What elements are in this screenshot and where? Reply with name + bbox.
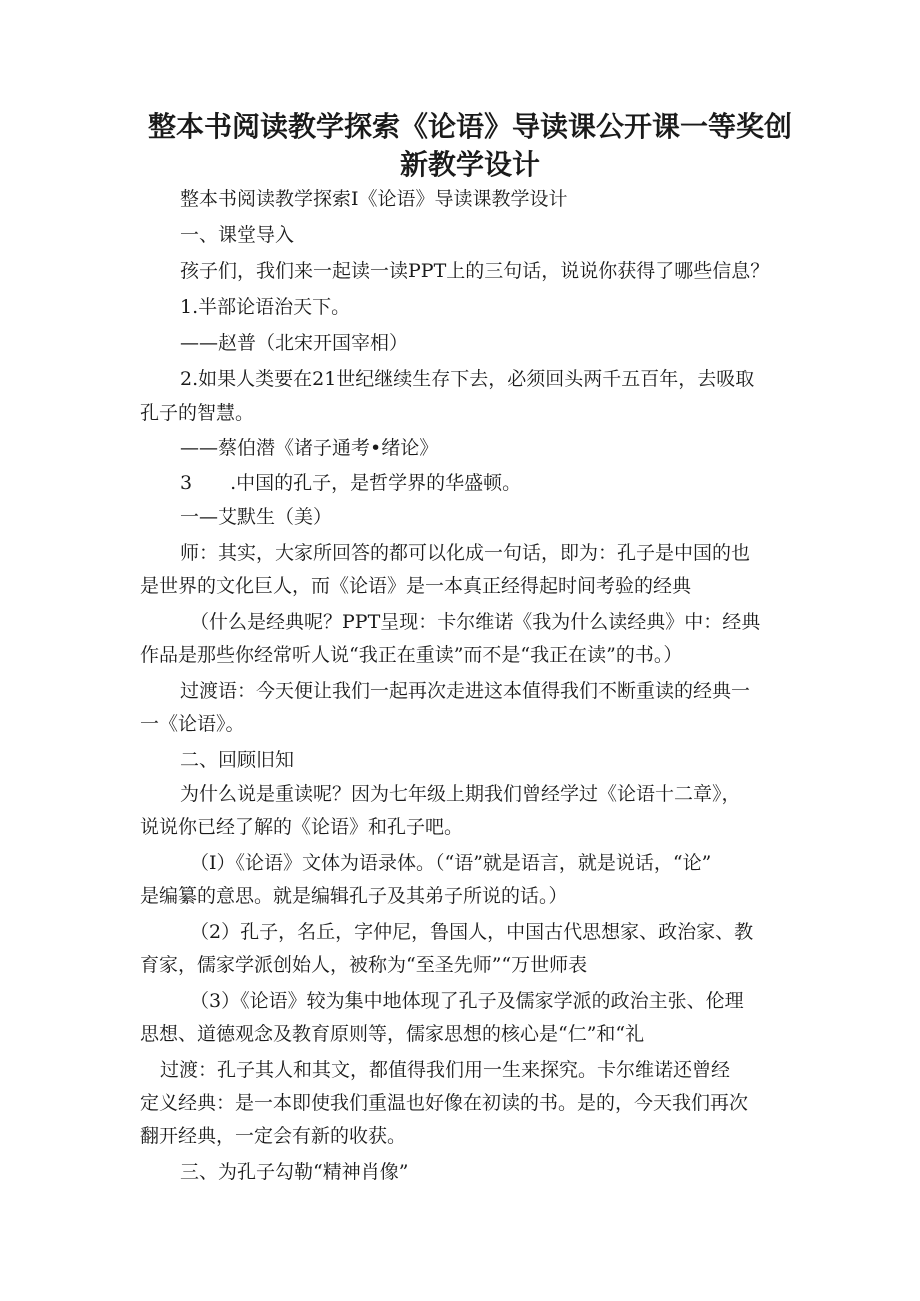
section-heading-intro: 一、课堂导入: [180, 224, 295, 246]
paragraph-line: 过渡：孔子其人和其文，都值得我们用一生来探究。卡尔维诺还曾经: [160, 1059, 731, 1081]
quote-attribution: ——赵普（北宋开国宰相）: [180, 332, 409, 354]
list-item-line: （I）《论语》文体为语录体。（“语”就是语言，就是说话，“论”: [190, 852, 712, 874]
subtitle-line: 整本书阅读教学探索I《论语》导读课教学设计: [180, 188, 568, 210]
paragraph-line: 过渡语：今天便让我们一起再次走进这本值得我们不断重读的经典一: [180, 680, 751, 702]
list-item-line: 育家，儒家学派创始人，被称为“至圣先师”“万世师表: [140, 954, 588, 976]
paragraph-line: 一《论语》。: [140, 713, 245, 735]
paragraph-line: 翻开经典，一定会有新的收获。: [140, 1125, 407, 1147]
document-title: 整本书阅读教学探索《论语》导读课公开课一等奖创新教学设计: [147, 110, 792, 181]
quote-line: 孔子的智慧。: [140, 402, 255, 424]
list-item-line: （3）《论语》较为集中地体现了孔子及儒家学派的政治主张、伦理: [190, 990, 744, 1012]
paragraph-line: 说说你已经了解的《论语》和孔子吧。: [140, 816, 464, 838]
list-item-line: 是编纂的意思。就是编辑孔子及其弟子所说的话。）: [140, 885, 568, 907]
quote-attribution: ——蔡伯潜《诸子通考•绪论》: [180, 437, 439, 459]
list-item-line: （2）孔子，名丘，字仲尼，鲁国人，中国古代思想家、政治家、教: [190, 921, 754, 943]
paragraph-line: 孩子们，我们来一起读一读PPT上的三句话，说说你获得了哪些信息？: [180, 260, 770, 282]
section-heading-portrait: 三、为孔子勾勒“精神肖像”: [180, 1161, 409, 1183]
section-heading-review: 二、回顾旧知: [180, 749, 295, 771]
paragraph-line: 是世界的文化巨人，而《论语》是一本真正经得起时间考验的经典: [140, 575, 692, 597]
paragraph-line: 作品是那些你经常听人说“我正在重读”而不是“我正在读”的书。）: [140, 644, 683, 666]
quote-line: 3 .中国的孔子，是哲学界的华盛顿。: [180, 472, 522, 494]
paragraph-line: 师：其实，大家所回答的都可以化成一句话，即为：孔子是中国的也: [180, 542, 751, 564]
paragraph-line: （什么是经典呢？PPT呈现：卡尔维诺《我为什么读经典》中：经典: [190, 611, 761, 633]
paragraph-line: 为什么说是重读呢？因为七年级上期我们曾经学过《论语十二章》，: [180, 783, 741, 805]
quote-attribution: 一—艾默生（美）: [180, 506, 333, 528]
list-item-line: 思想、道德观念及教育原则等，儒家思想的核心是“仁”和“礼: [140, 1023, 645, 1045]
quote-line: 1.半部论语治天下。: [180, 296, 351, 318]
paragraph-line: 定义经典：是一本即使我们重温也好像在初读的书。是的，今天我们再次: [140, 1092, 749, 1114]
quote-line: 2.如果人类要在21世纪继续生存下去，必须回头两千五百年，去吸取: [180, 368, 755, 390]
